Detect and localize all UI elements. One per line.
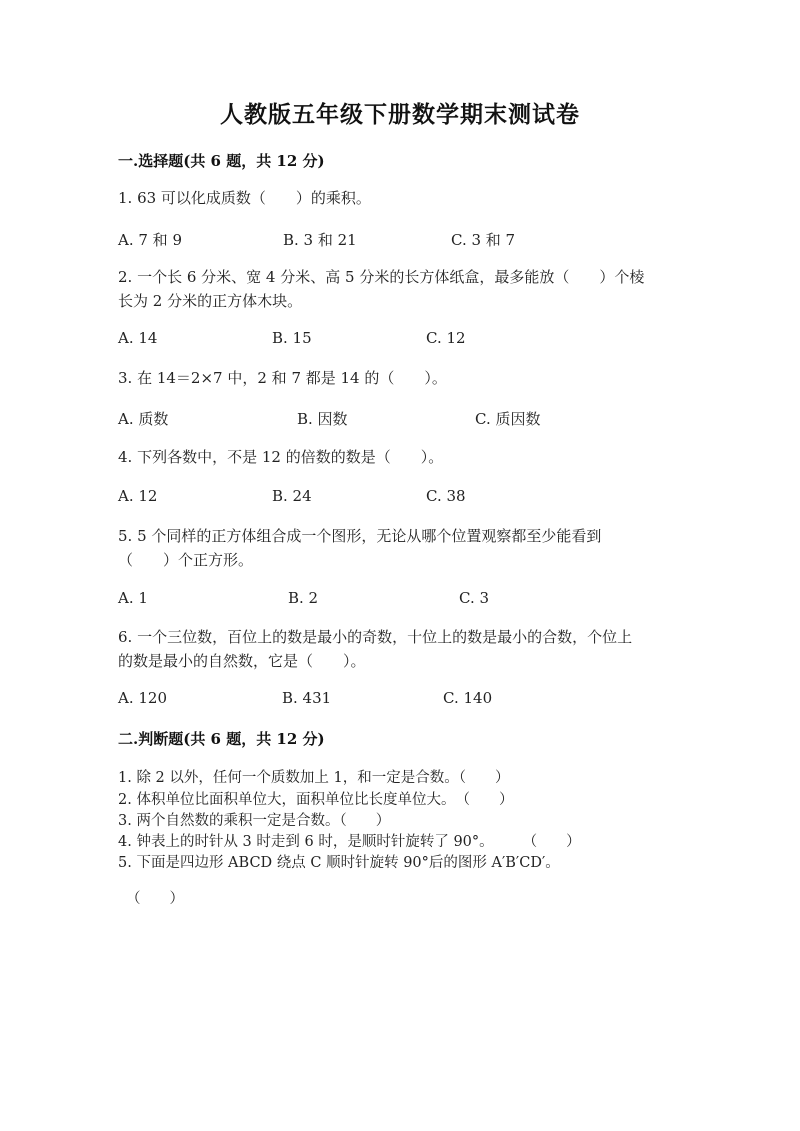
section-heading-choice: 一.选择题(共 6 题，共 12 分) (118, 152, 325, 170)
option-c: C. 12 (426, 329, 466, 347)
option-c: C. 质因数 (475, 410, 541, 428)
option-b: B. 431 (282, 689, 332, 707)
question-text-cont: （ ）个正方形。 (118, 551, 254, 569)
question-text-cont: 的数是最小的自然数，它是（ ）。 (118, 652, 366, 670)
judgement-item-3: 3. 两个自然数的乘积一定是合数。（ ） (118, 813, 391, 829)
option-a: A. 1 (118, 589, 148, 607)
question-text: 1. 63 可以化成质数（ ）的乘积。 (118, 189, 371, 207)
judgement-item-5-answer-blank: （ ） (126, 891, 184, 907)
question-6 (118, 625, 678, 673)
question-5 (118, 524, 678, 572)
option-b: B. 3 和 21 (283, 231, 357, 249)
section-heading-judgement: 二.判断题(共 6 题，共 12 分) (118, 730, 325, 748)
option-b: B. 24 (272, 487, 312, 505)
judgement-item-1: 1. 除 2 以外，任何一个质数加上 1，和一定是合数。（ ） (118, 770, 510, 786)
option-c: C. 38 (426, 487, 466, 505)
option-c: C. 140 (443, 689, 493, 707)
option-b: B. 因数 (297, 410, 348, 428)
option-c: C. 3 (459, 589, 490, 607)
question-text: 3. 在 14＝2×7 中，2 和 7 都是 14 的（ ）。 (118, 369, 447, 387)
option-a: A. 7 和 9 (118, 231, 182, 249)
question-text-cont: 长为 2 分米的正方体木块。 (118, 292, 303, 310)
question-text: 2. 一个长 6 分米、宽 4 分米、高 5 分米的长方体纸盒，最多能放（ ）个棱 (118, 268, 645, 286)
option-a: A. 12 (118, 487, 158, 505)
judgement-item-2: 2. 体积单位比面积单位大，面积单位比长度单位大。 （ ） (118, 792, 514, 808)
question-text: 5. 5 个同样的正方体组合成一个图形，无论从哪个位置观察都至少能看到 (118, 527, 602, 545)
option-c: C. 3 和 7 (451, 231, 516, 249)
option-b: B. 15 (272, 329, 312, 347)
question-text: 4. 下列各数中，不是 12 的倍数的数是（ ）。 (118, 448, 444, 466)
question-text: 6. 一个三位数，百位上的数是最小的奇数，十位上的数是最小的合数，个位上 (118, 628, 633, 646)
page-title: 人教版五年级下册数学期末测试卷 (220, 101, 580, 128)
option-b: B. 2 (288, 589, 319, 607)
option-a: A. 质数 (118, 410, 169, 428)
judgement-item-4: 4. 钟表上的时针从 3 时走到 6 时，是顺时针旋转了 90°。 （ ） (118, 834, 581, 850)
question-2 (118, 265, 678, 313)
option-a: A. 120 (118, 689, 167, 707)
question-1 (118, 186, 678, 210)
option-a: A. 14 (118, 329, 158, 347)
question-4 (118, 445, 678, 469)
judgement-item-5: 5. 下面是四边形 ABCD 绕点 C 顺时针旋转 90°后的图形 A′B′CD′。 (118, 855, 560, 871)
question-3 (118, 366, 678, 390)
